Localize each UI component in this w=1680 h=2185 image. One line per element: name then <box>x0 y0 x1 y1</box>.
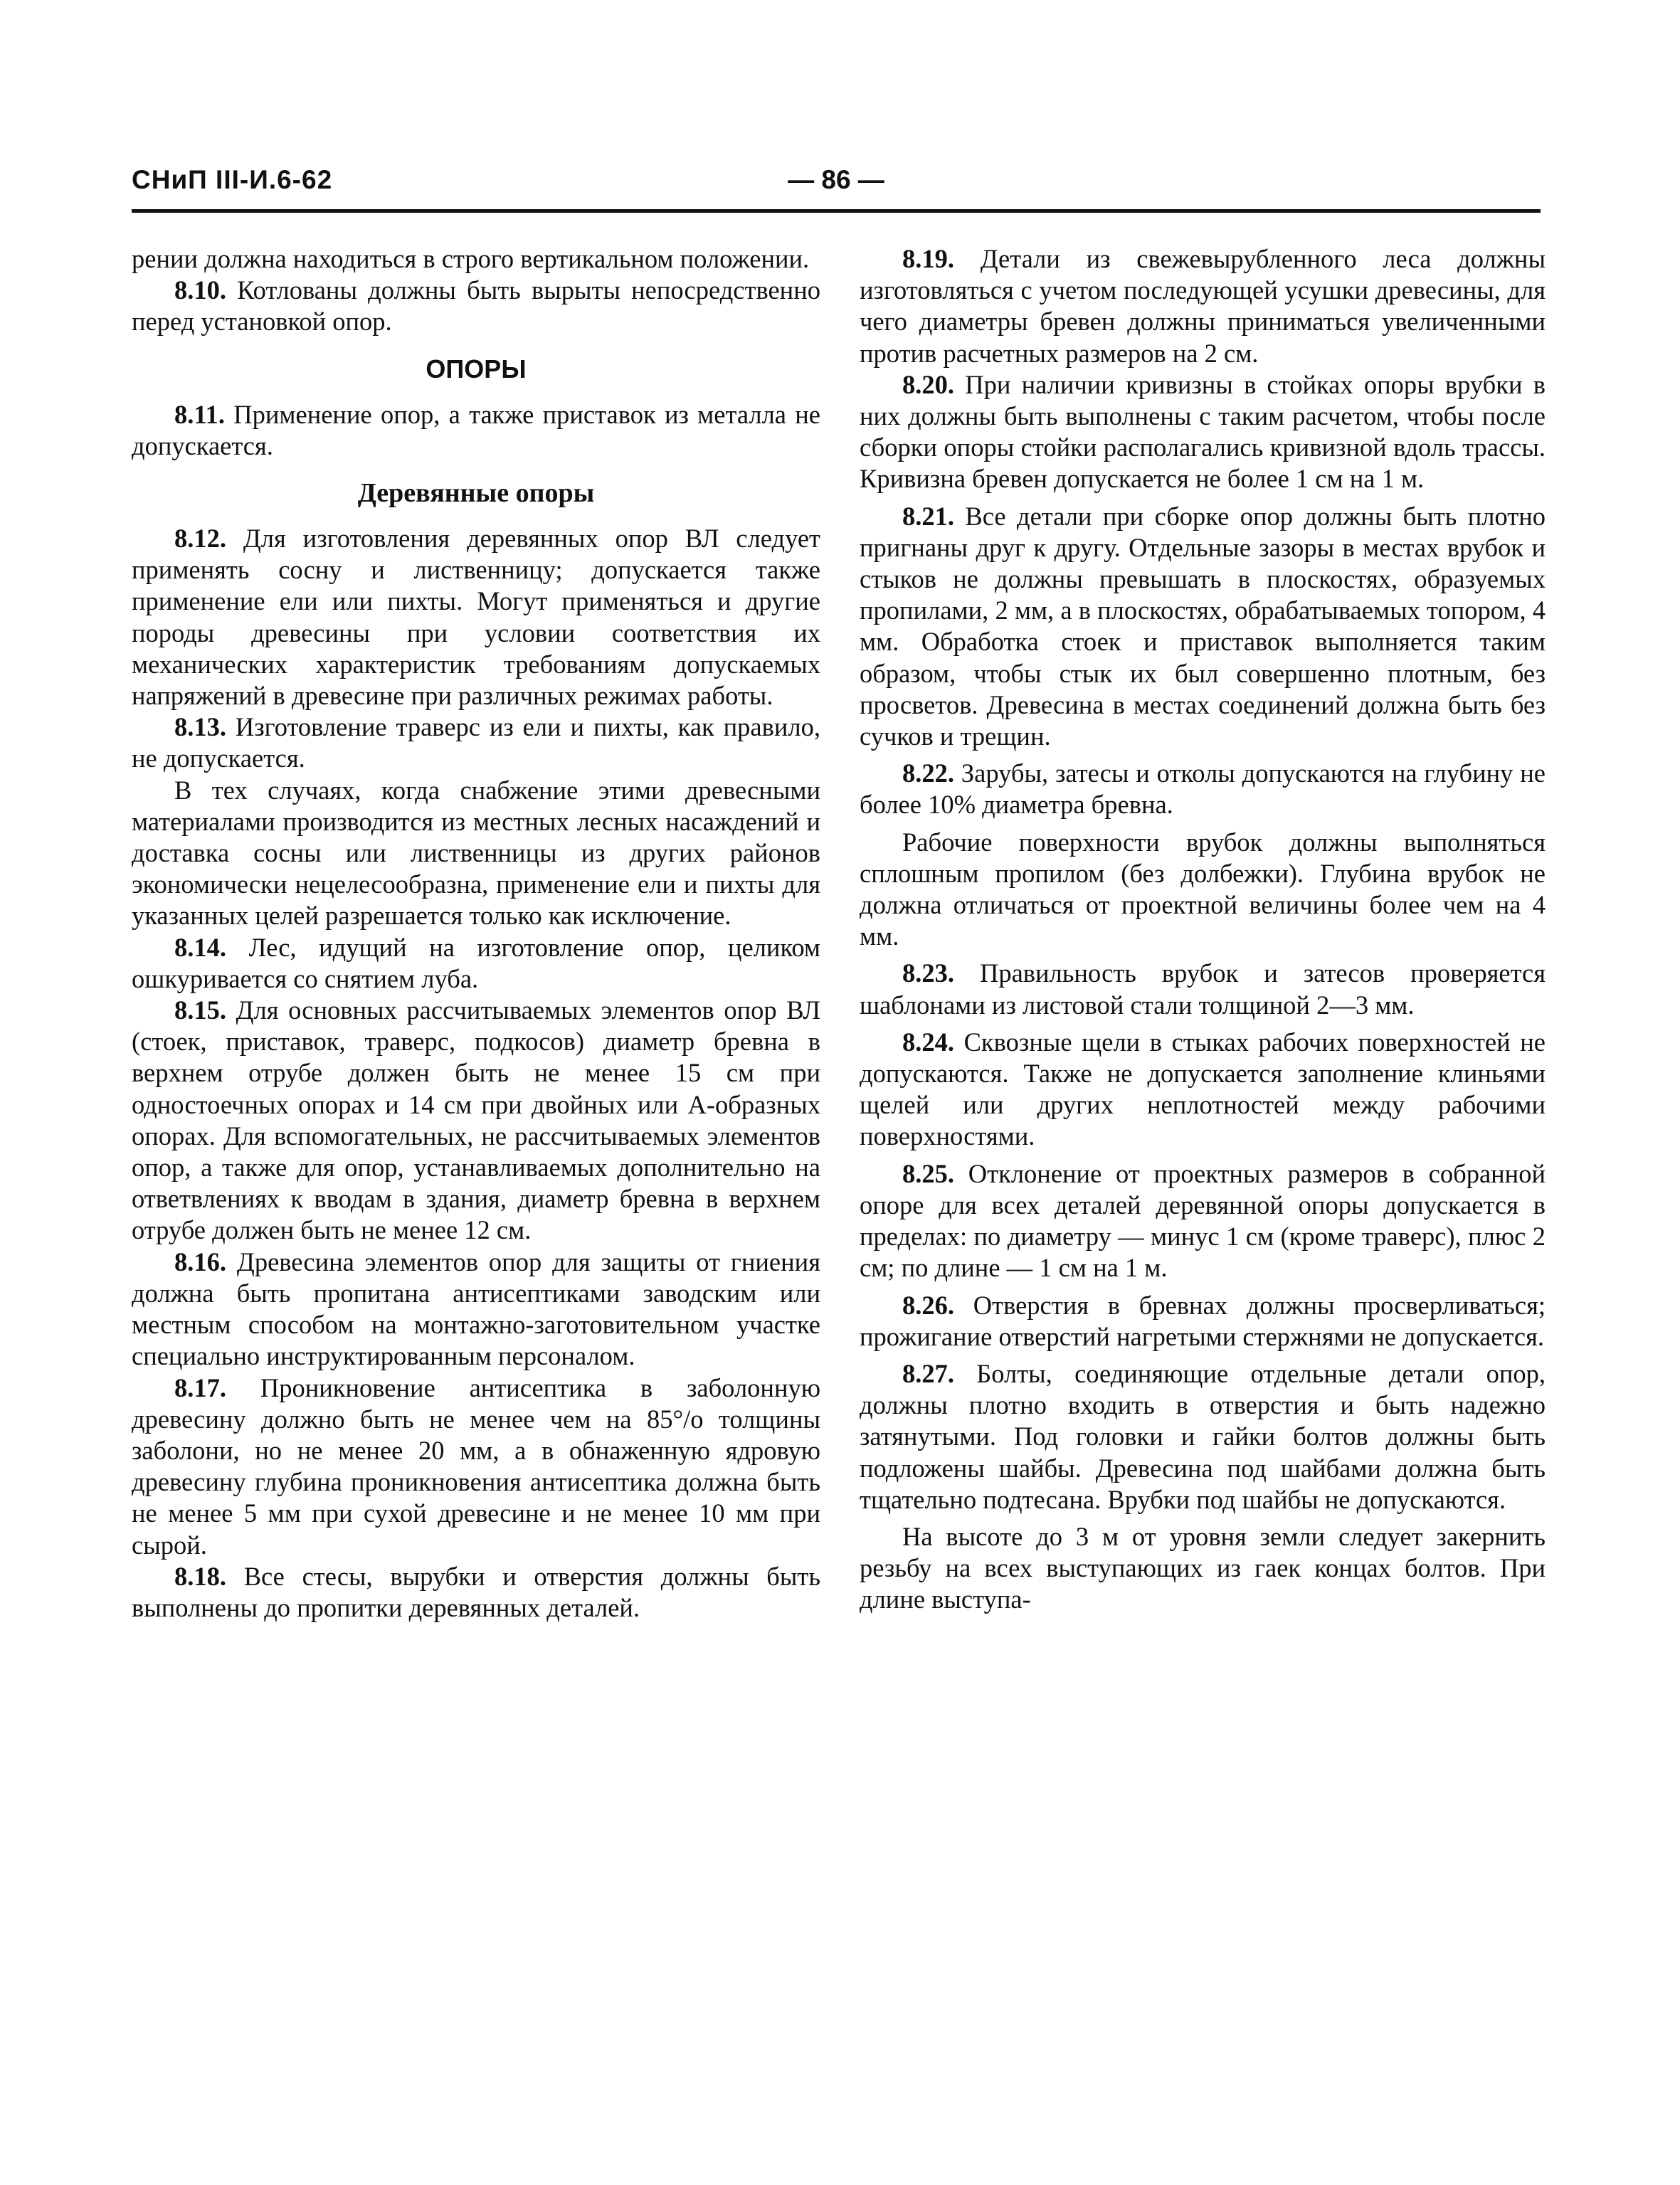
paragraph-8-20 <box>860 369 1546 495</box>
clause-text: Зарубы, затесы и отколы допускаются на глубину не более 10% диаметра бревна. <box>860 758 1546 820</box>
document-code: СНиП III-И.6-62 <box>132 165 333 194</box>
clause-text: Котлованы должны быть вырыты непосредственно перед установкой опор. <box>132 275 820 337</box>
paragraph-8-13-continuation: В тех случаях, когда снабжение этими древесными материалами производится из местных лесных насаждений и доставка сосны или лиственницы из других районов экономически нецелесообразна, применение ели и пихты для указанных целей разрешается только как исключение. <box>132 775 820 931</box>
clause-text: Сквозные щели в стыках рабочих поверхностей не допускаются. Также не допускается заполнение клиньями щелей или других неплотностей между рабочими поверхностями. <box>860 1027 1546 1151</box>
clause-number: 8.26. <box>902 1290 954 1320</box>
paragraph-8-27-continuation: На высоте до 3 м от уровня земли следует закернить резьбу на всех выступающих из гаек концах болтов. При длине выступа- <box>860 1521 1546 1614</box>
paragraph-8-19 <box>860 243 1546 369</box>
paragraph-8-16 <box>132 1247 820 1372</box>
clause-text: Для изготовления деревянных опор ВЛ следует применять сосну и лиственницу; допускается также применение ели или пихты. Могут применяться и другие породы древесины при условии соответствия их механических характеристик требованиям допускаемых напряжений в древесине при различных режимах работы. <box>132 524 820 711</box>
page-header <box>132 165 1541 216</box>
section-heading-wooden-supports: Деревянные опоры <box>357 478 595 509</box>
clause-text: Болты, соединяющие отдельные детали опор, должны плотно входить в отверстия и быть надежно затянутыми. Под головки и гайки болтов должны быть подложены шайбы. Древесина под шайбами должна быть тщательно подтесана. Врубки под шайбы не допускаются. <box>860 1358 1546 1514</box>
paragraph-8-17 <box>132 1372 820 1561</box>
clause-text: Древесина элементов опор для защиты от гниения должна быть пропитана антисептиками заводским или местным способом на монтажно-заготовительном участке специально инструктированным персоналом. <box>132 1247 820 1371</box>
paragraph-8-15 <box>132 995 820 1247</box>
clause-text: Отверстия в бревнах должны просверливаться; прожигание отверстий нагретыми стержнями не допускается. <box>860 1290 1546 1351</box>
clause-text: Применение опор, а также приставок из металла не допускается. <box>132 399 820 460</box>
paragraph-8-21 <box>860 501 1546 753</box>
clause-number: 8.21. <box>902 501 954 531</box>
header-rule <box>132 209 1541 213</box>
clause-text: Лес, идущий на изготовление опор, целиком ошкуривается со снятием луба. <box>132 932 820 993</box>
clause-number: 8.16. <box>174 1247 226 1276</box>
clause-text: Изготовление траверс из ели и пихты, как правило, не допускается. <box>132 712 820 773</box>
clause-number: 8.11. <box>174 399 225 429</box>
clause-text: Все стесы, вырубки и отверстия должны быть выполнены до пропитки деревянных деталей. <box>132 1561 820 1622</box>
paragraph-8-25 <box>860 1158 1546 1284</box>
clause-number: 8.24. <box>902 1027 954 1057</box>
clause-number: 8.12. <box>174 524 226 554</box>
paragraph-8-13 <box>132 711 820 774</box>
paragraph-8-12 <box>132 523 820 711</box>
clause-number: 8.14. <box>174 932 226 962</box>
clause-number: 8.22. <box>902 758 954 788</box>
clause-text: Детали из свежевырубленного леса должны изготовляться с учетом последующей усушки древесины, для чего диаметры бревен должны приниматься увеличенными против расчетных размеров на 2 см. <box>860 244 1546 368</box>
paragraph-8-27 <box>860 1358 1546 1515</box>
paragraph-8-23 <box>860 958 1546 1020</box>
clause-number: 8.13. <box>174 712 226 742</box>
left-column <box>132 243 820 2122</box>
clause-text: Отклонение от проектных размеров в собранной опоре для всех деталей деревянной опоры допускается в пределах: по диаметру — минус 1 см (кроме траверс), плюс 2 см; по длине — 1 см на 1 м. <box>860 1158 1546 1283</box>
clause-text: Правильность врубок и затесов проверяется шаблонами из листовой стали толщиной 2—3 мм. <box>860 958 1546 1020</box>
clause-text: Все детали при сборке опор должны быть плотно пригнаны друг к другу. Отдельные зазоры в местах врубок и стыков не должны превышать в плоскостях, образуемых пропилами, 2 мм, а в плоскостях, обрабатываемых топором, 4 мм. Обработка стоек и приставок выполняется таким образом, чтобы стык их был совершенно плотным, без просветов. Древесина в местах соединений должна быть без сучков и трещин. <box>860 501 1546 751</box>
paragraph-8-22 <box>860 758 1546 820</box>
clause-text: Для основных рассчитываемых элементов опор ВЛ (стоек, приставок, траверс, подкосов) диаметр бревна в верхнем отрубе должен быть не менее 15 см при одностоечных опорах и 14 см при двойных или А-образных опорах. Для вспомогательных, не рассчитываемых элементов опор, а также для опор, устанавливаемых дополнительно на ответвлениях к вводам в здания, диаметр бревна в верхнем отрубе должен быть не менее 12 см. <box>132 995 820 1245</box>
clause-number: 8.27. <box>902 1358 954 1388</box>
page-number: — 86 — <box>788 165 884 194</box>
clause-number: 8.17. <box>174 1372 226 1402</box>
clause-number: 8.18. <box>174 1561 226 1591</box>
paragraph-8-18 <box>132 1561 820 1624</box>
clause-number: 8.10. <box>174 275 226 305</box>
paragraph-8-14 <box>132 932 820 995</box>
clause-number: 8.19. <box>902 244 954 273</box>
clause-number: 8.23. <box>902 958 954 988</box>
paragraph-8-22-continuation: Рабочие поверхности врубок должны выполняться сплошным пропилом (без долбежки). Глубина врубок не должна отличаться от проектной величины более чем на 4 мм. <box>860 827 1546 951</box>
paragraph-continuation: рении должна находиться в строго вертикальном положении. <box>132 244 810 273</box>
clause-text: При наличии кривизны в стойках опоры врубки в них должны быть выполнены с таким расчетом, чтобы после сборки опоры стойки располагались кривизной вдоль трассы. Кривизна бревен допускается не более 1 см на 1 м. <box>860 369 1546 494</box>
paragraph-8-11 <box>132 399 820 462</box>
paragraph-8-10 <box>132 275 820 337</box>
section-heading-opory: ОПОРЫ <box>426 354 527 383</box>
clause-number: 8.20. <box>902 369 954 399</box>
paragraph-8-26 <box>860 1290 1546 1353</box>
right-column <box>860 243 1546 2122</box>
clause-number: 8.25. <box>902 1158 954 1188</box>
paragraph-8-24 <box>860 1027 1546 1153</box>
clause-number: 8.15. <box>174 995 226 1025</box>
clause-text: Проникновение антисептика в заболонную древесину должно быть не менее чем на 85°/о толщины заболони, но не менее 20 мм, а в обнаженную ядровую древесину глубина проникновения антисептика должна быть не менее 5 мм при сухой древесине и не менее 10 мм при сырой. <box>132 1372 820 1560</box>
